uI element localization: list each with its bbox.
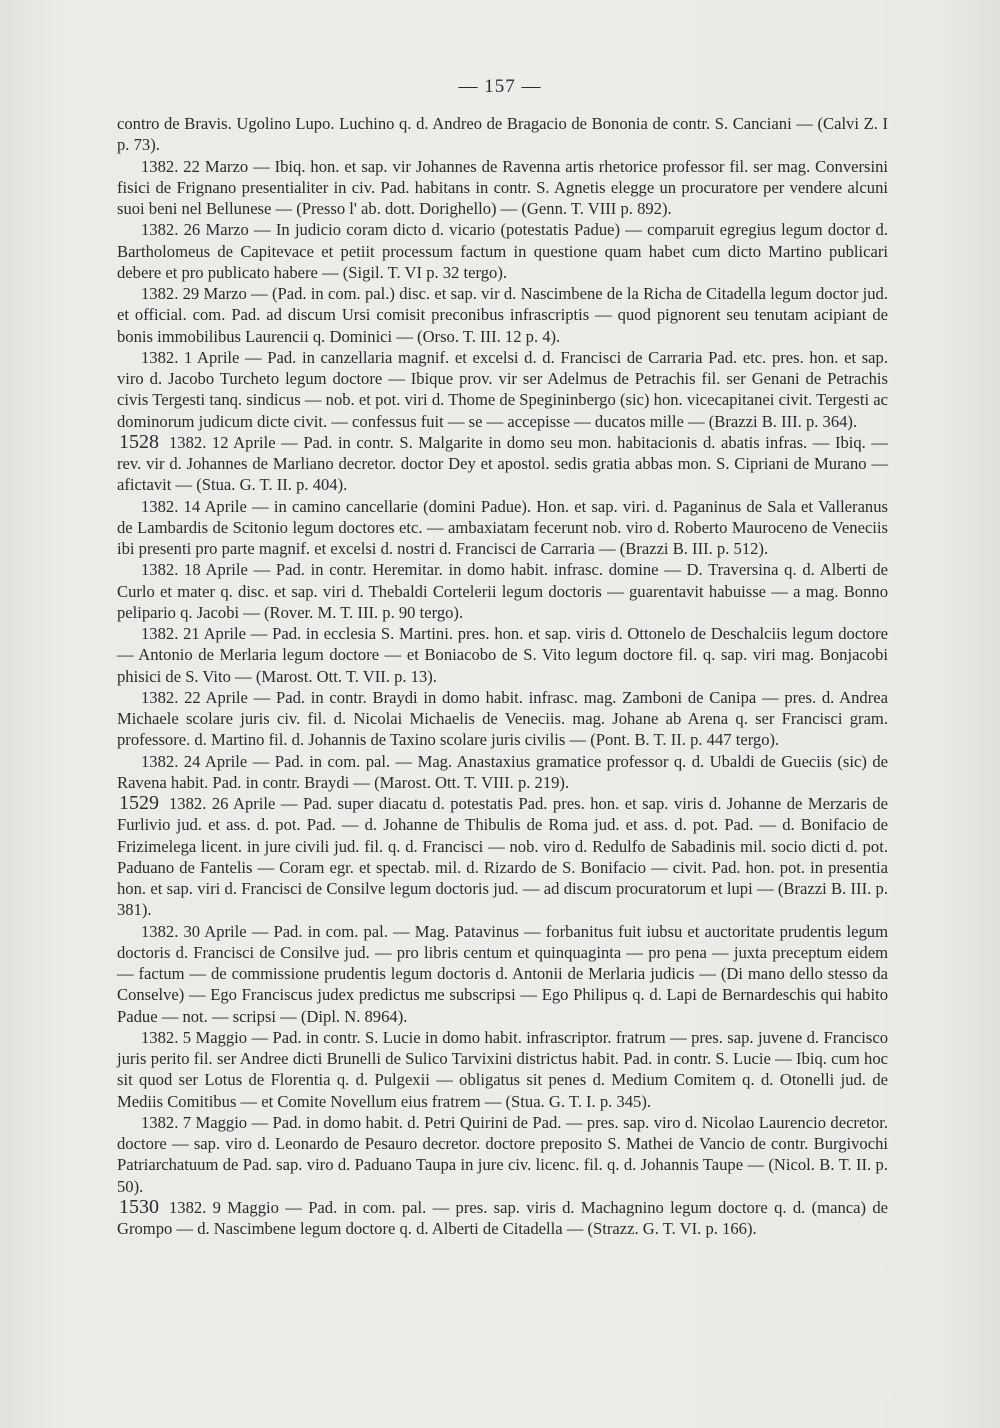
entry-6 bbox=[117, 496, 888, 560]
entry-10 bbox=[117, 751, 888, 794]
entry-text: 1382. 30 Aprile — Pad. in com. pal. — Mag. Patavinus — forbanitus fuit iubsu et auctoritate prudentis legum doctoris d. Francisci de Consilve jud. — pro libris centum et quinquaginta — pro pena — juxta preceptum eidem — factum — de commissione prudentis legum doctoris d. Antonii de Merlaria judicis — (Di mano dello stesso da Conselve) — Ego Franciscus judex predictus me subscripsi — Ego Philipus q. d. Lapi de Bernardeschis qui habito Padue — not. — scripsi — (Dipl. N. 8964). bbox=[117, 921, 888, 1026]
entry-13 bbox=[117, 1027, 888, 1112]
document-number: 1528 bbox=[119, 430, 159, 453]
entry-text: 1382. 22 Marzo — Ibiq. hon. et sap. vir Johannes de Ravenna artis rhetorice professor fil. ser mag. Conversini fisici de Frignano presentialiter in civ. Pad. habitans in contr. S. Agnetis elegge un procuratore per vendere alcuni suoi beni nel Bellunese — (Presso l' ab. dott. Dorighello) — (Genn. T. VIII p. 892). bbox=[117, 156, 888, 218]
entry-text: 1382. 22 Aprile — Pad. in contr. Braydi in domo habit. infrasc. mag. Zamboni de Canipa — pres. d. Andrea Michaele scolare juris civ. fil. d. Nicolai Michaelis de Veneciis. mag. Johane ab Arena q. ser Francisci gram. professore. d. Martino fil. d. Johannis de Taxino scolare juris civilis — (Pont. B. T. II. p. 447 tergo). bbox=[117, 687, 888, 750]
entry-text: 1382. 24 Aprile — Pad. in com. pal. — Mag. Anastaxius gramatice professor q. d. Ubaldi de Gueciis (sic) de Ravena habit. Pad. in contr. Braydi — (Marost. Ott. T. VIII. p. 219). bbox=[117, 751, 888, 792]
entry-text: 1382. 12 Aprile — Pad. in contr. S. Malgarite in domo seu mon. habitacionis d. abatis infras. — Ibiq. — rev. vir d. Johannes de Marliano decretor. doctor Dey et apostol. sedis gratia abbas mon. S. Cipriani de Murano — afictavit — (Stua. G. T. II. p. 404). bbox=[117, 432, 888, 495]
entry-2 bbox=[117, 219, 888, 283]
entry-11 bbox=[117, 793, 888, 921]
entry-15 bbox=[117, 1197, 888, 1240]
entry-text: 1382. 21 Aprile — Pad. in ecclesia S. Martini. pres. hon. et sap. viris d. Ottonelo de Deschalciis legum doctore — Antonio de Merlaria legum doctore — et Boniacobo de S. Vito legum doctore fil. q. sap. viri mag. Bonjacobi phisici de S. Vito — (Marost. Ott. T. VII. p. 13). bbox=[117, 624, 888, 686]
entry-text: 1382. 7 Maggio — Pad. in domo habit. d. Petri Quirini de Pad. — pres. sap. viro d. Nicolao Laurencio decretor. doctore — sap. viro d. Leonardo de Pesauro decretor. doctore preposito S. Mathei de Vancio de contr. Burgivochi Patriarchatuum de Pad. sap. viro d. Paduano Taupa in jure civ. licenc. fil. q. d. Johannis Taupe — (Nicol. B. T. II. p. 50). bbox=[117, 1112, 888, 1196]
entry-0 bbox=[117, 113, 888, 156]
entry-text: 1382. 18 Aprile — Pad. in contr. Heremitar. in domo habit. infrasc. domine — D. Traversina q. d. Alberti de Curlo et mater q. disc. et sap. viri d. Thebaldi Cortelerii legum doctoris — guarentavit habuisse — a mag. Bonno pelipario q. Jacobi — (Rover. M. T. III. p. 90 tergo). bbox=[117, 560, 888, 622]
entry-9 bbox=[117, 687, 888, 751]
document-number: 1529 bbox=[119, 792, 159, 814]
entry-5 bbox=[117, 432, 888, 496]
entry-text: 1382. 14 Aprile — in camino cancellarie (domini Padue). Hon. et sap. viri. d. Paganinus de Sala et Valleranus de Lambardis de Scitonio legum doctores etc. — ambaxiatam fecerunt nob. viro d. Roberto Mauroceno de Veneciis ibi presenti pro parte magnif. et excelsi d. nostri d. Francisci de Carraria — (Brazzi B. III. p. 512). bbox=[117, 496, 888, 558]
page-number: — 157 — bbox=[458, 76, 542, 97]
document-number: 1530 bbox=[119, 1195, 159, 1218]
entry-12 bbox=[117, 921, 888, 1027]
entry-text: 1382. 26 Marzo — In judicio coram dicto d. vicario (potestatis Padue) — comparuit egregius legum doctor d. Bartholomeus de Capitevace et petiit processum factum in questione quam habet cum dicto Martino publicari debere et pro publicato habere — (Sigil. T. VI p. 32 tergo). bbox=[117, 220, 888, 282]
entry-text: 1382. 9 Maggio — Pad. in com. pal. — pres. sap. viris d. Machagnino legum doctore q. d. (manca) de Grompo — d. Nascimbene legum doctore q. d. Alberti de Citadella — (Strazz. G. T. VI. p. 166). bbox=[117, 1197, 888, 1238]
entry-text: 1382. 1 Aprile — Pad. in canzellaria magnif. et excelsi d. d. Francisci de Carraria Pad. etc. pres. hon. et sap. viro d. Jacobo Turcheto legum doctore — Ibique prov. vir ser Adelmus de Petrachis fil. ser Genani de Petrachis civis Tergesti tanq. sindicus — nob. et pot. viri d. Thome de Spegininbergo (sic) hon. vicecapitanei civit. Tergesti ac dominorum judicum dicte civit. — confessus fuit — se — accepisse — ducatos mille — (Brazzi B. III. p. 364). bbox=[117, 347, 888, 431]
entry-text: contro de Bravis. Ugolino Lupo. Luchino q. d. Andreo de Bragacio de Bononia de contr. S. Canciani — (Calvi Z. I p. 73). bbox=[117, 114, 888, 155]
entry-text: 1382. 29 Marzo — (Pad. in com. pal.) disc. et sap. vir d. Nascimbene de la Richa de Citadella legum doctor jud. et official. com. Pad. ad discum Ursi comisit preconibus infrascriptis — quod pignorent seu tenutam acipiant de bonis immobilibus Laurencii q. Dominici — (Orso. T. III. 12 p. 4). bbox=[117, 284, 888, 346]
entry-1 bbox=[117, 156, 888, 220]
entry-text: 1382. 5 Maggio — Pad. in contr. S. Lucie in domo habit. infrascriptor. fratrum — pres. sap. juvene d. Francisco juris perito fil. ser Andree dicti Brunelli de Sulico Tarvixini districtus habit. Pad. in contr. S. Lucie — Ibiq. cum hoc sit quod ser Lotus de Florentia q. d. Pulgexii — obligatus sit penes d. Medium Comitem q. d. Otonelli jud. de Mediis Comitibus — et Comite Novellum eius fratrem — (Stua. G. T. I. p. 345). bbox=[117, 1027, 888, 1111]
entry-7 bbox=[117, 559, 888, 623]
entry-8 bbox=[117, 623, 888, 687]
entry-3 bbox=[117, 283, 888, 347]
entry-text: 1382. 26 Aprile — Pad. super diacatu d. potestatis Pad. pres. hon. et sap. viris d. Johanne de Merzaris de Furlivio jud. et ass. d. pot. Pad. — d. Johanne de Thibulis de Roma jud. et ass. d. pot. Pad. — d. Bonifacio de Frizimelega licent. in jure civili jud. fil. q. d. Francisci — nob. viro d. Redulfo de Sabadinis mil. socio dicti d. pot. Paduano de Fantelis — Coram egr. et spectab. mil. d. Rizardo de S. Bonifacio — civit. Pad. hon. pot. in presentia hon. et sap. viri d. Francisci de Consilve legum doctoris jud. — ad discum procuratorum et lupi — (Brazzi B. III. p. 381). bbox=[117, 794, 888, 920]
text-body bbox=[117, 113, 888, 1239]
entry-4 bbox=[117, 347, 888, 432]
entry-14 bbox=[117, 1112, 888, 1197]
